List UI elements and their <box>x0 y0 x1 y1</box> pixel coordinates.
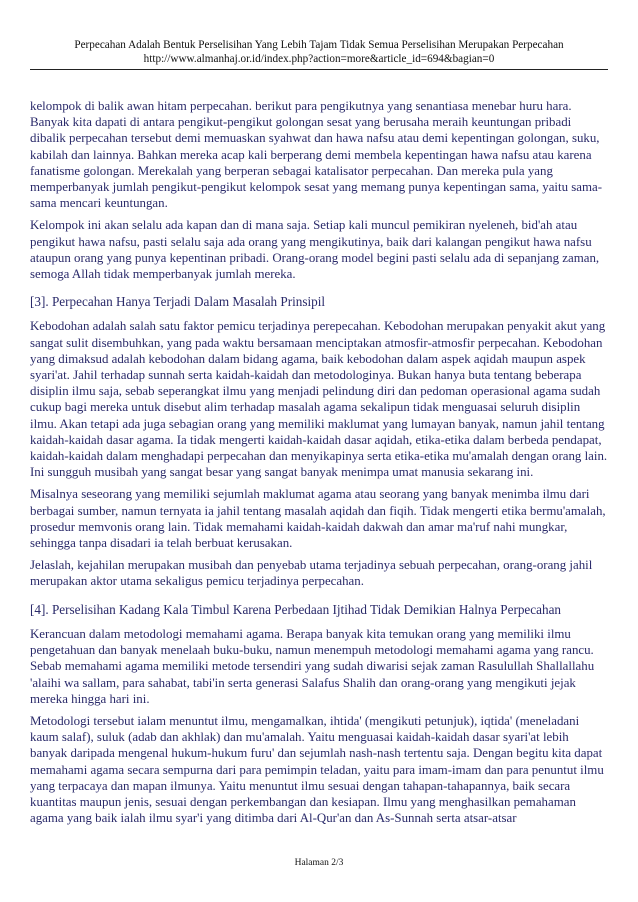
paragraph: kelompok di balik awan hitam perpecahan. berikut para pengikutnya yang senantiasa menebar huru hara. Banyak kita dapati di antara pengikut-pengikut golongan sesat yang berusaha meraih keuntungan pribadi dibalik perpecahan tersebut demi memuaskan syahwat dan hawa nafsu atau demi kepentingan golongan, suku, kabilah dan lainnya. Bahkan mereka acap kali berperang demi membela kepentingan hawa nafsu atau karena fanatisme golongan. Merekalah yang berperan sebagai katalisator perpecahan. Dan mereka pula yang memperbanyak jumlah pengikut-pengikut kelompok sesat yang memang punya kepentingan sama, yaitu sama-sama mencari keuntungan. <box>30 99 603 211</box>
section-heading: [4]. Perselisihan Kadang Kala Timbul Karena Perbedaan Ijtihad Tidak Demikian Halnya Perpecahan <box>30 601 562 617</box>
header-url: http://www.almanhaj.or.id/index.php?action=more&article_id=694&bagian=0 <box>143 53 495 65</box>
paragraph: Kerancuan dalam metodologi memahami agama. Berapa banyak kita temukan orang yang memiliki ilmu pengetahuan dan banyak menelaah buku-buku, namun menempuh metodologi memahami agama yang rancu. Sebab memahami agama memiliki metode tersendiri yang sudah diwarisi sejak zaman Rasulullah Shallallahu 'alaihi wa sallam, para sahabat, tabi'in serta generasi Salafus Shalih dan orang-orang yang mengikuti jejak mereka hingga hari ini. <box>30 626 595 706</box>
page-header <box>30 38 608 70</box>
paragraph: Misalnya seseorang yang memiliki sejumlah maklumat agama atau seorang yang banyak menimba ilmu dari berbagai sumber, namun ternyata ia jahil tentang masalah aqidah dan fiqih. Tidak mengerti etika bermu'amalah, prosedur memvonis orang lain. Tidak memahami kaidah-kaidah dakwah dan amar ma'ruf nahi mungkar, sehingga tanpa disadari ia telah berbuat kerusakan. <box>30 487 606 551</box>
section-heading: [3]. Perpecahan Hanya Terjadi Dalam Masalah Prinsipil <box>30 294 326 310</box>
header-title: Perpecahan Adalah Bentuk Perselisihan Yang Lebih Tajam Tidak Semua Perselisihan Merupakan Perpecahan <box>74 39 564 51</box>
page-number: Halaman 2/3 <box>294 858 344 868</box>
article-body <box>30 98 608 832</box>
paragraph: Jelaslah, kejahilan merupakan musibah dan penyebab utama terjadinya sebuah perpecahan, orang-orang jahil merupakan aktor utama sekaligus pemicu terjadinya perpecahan. <box>30 558 593 589</box>
paragraph: Kelompok ini akan selalu ada kapan dan di mana saja. Setiap kali muncul pemikiran nyeleneh, bid'ah atau pengikut hawa nafsu, pasti selalu saja ada orang yang mengikutinya, baik dari kalangan pengikut hawa nafsu ataupun orang yang punya kepentinan pribadi. Orang-orang model begini pasti selalu ada di sepanjang zaman, semoga Allah tidak memperbanyak jumlah mereka. <box>30 218 600 282</box>
page-footer <box>0 858 638 868</box>
paragraph: Metodologi tersebut ialam menuntut ilmu, mengamalkan, ihtida' (mengikuti petunjuk), iqtida' (meneladani kaum salaf), suluk (adab dan akhlak) dan mu'amalah. Yaitu menguasai kaidah-kaidah dasar syari'at lebih banyak daripada mengenal hukum-hukum furu' dan sejumlah nash-nash tertentu saja. Dengan begitu kita dapat memahami agama secara sempurna dari para pemimpin teladan, yaitu para imam-imam dan para penuntut ilmu yang terpacaya dan mapan ilmunya. Yaitu menuntut ilmu sesuai dengan tahapan-tahapannya, baik secara kuantitas maupun jenis, sesuai dengan perkembangan dan kesiapan. Ilmu yang menghasilkan pemahaman agama yang baik ialah ilmu syar'i yang ditimba dari Al-Qur'an dan As-Sunnah serta atsar-atsar <box>30 713 604 826</box>
paragraph: Kebodohan adalah salah satu faktor pemicu terjadinya perepecahan. Kebodohan merupakan penyakit akut yang sangat sulit disembuhkan, yang pada waktu bersamaan menciptakan atmosfir-atmosfir perpecahan. Kebodohan yang dimaksud adalah kebodohan dalam bidang agama, baik kebodohan dalam aspek aqidah maupun aspek syari'at. Jahil terhadap sunnah serta kaidah-kaidah dan metodologinya. Bukan hanya buta tentang beberapa disiplin ilmu saja, sebab seperangkat ilmu yang menjadi pelindung diri dan pedoman operasional agama sudah cukup bagi mereka untuk disebut alim terhadap masalah agama sekalipun tidak menguasai seluruh disiplin ilmu. Akan tetapi ada juga sebagian orang yang memiliki maklumat yang lumayan banyak, namun jahil tentang kaidah-kaidah dasar agama. Ia tidak mengerti kaidah-kaidah dasar aqidah, etika-etika dalam berbeda pendapat, kaidah-kaidah dalam menghadapi perpecahan dan menyikapinya serta etika-etika mu'amalah dengan orang lain. Ini sungguh musibah yang sangat besar yang sangat banyak menimpa umat manusia sekarang ini. <box>30 319 608 480</box>
